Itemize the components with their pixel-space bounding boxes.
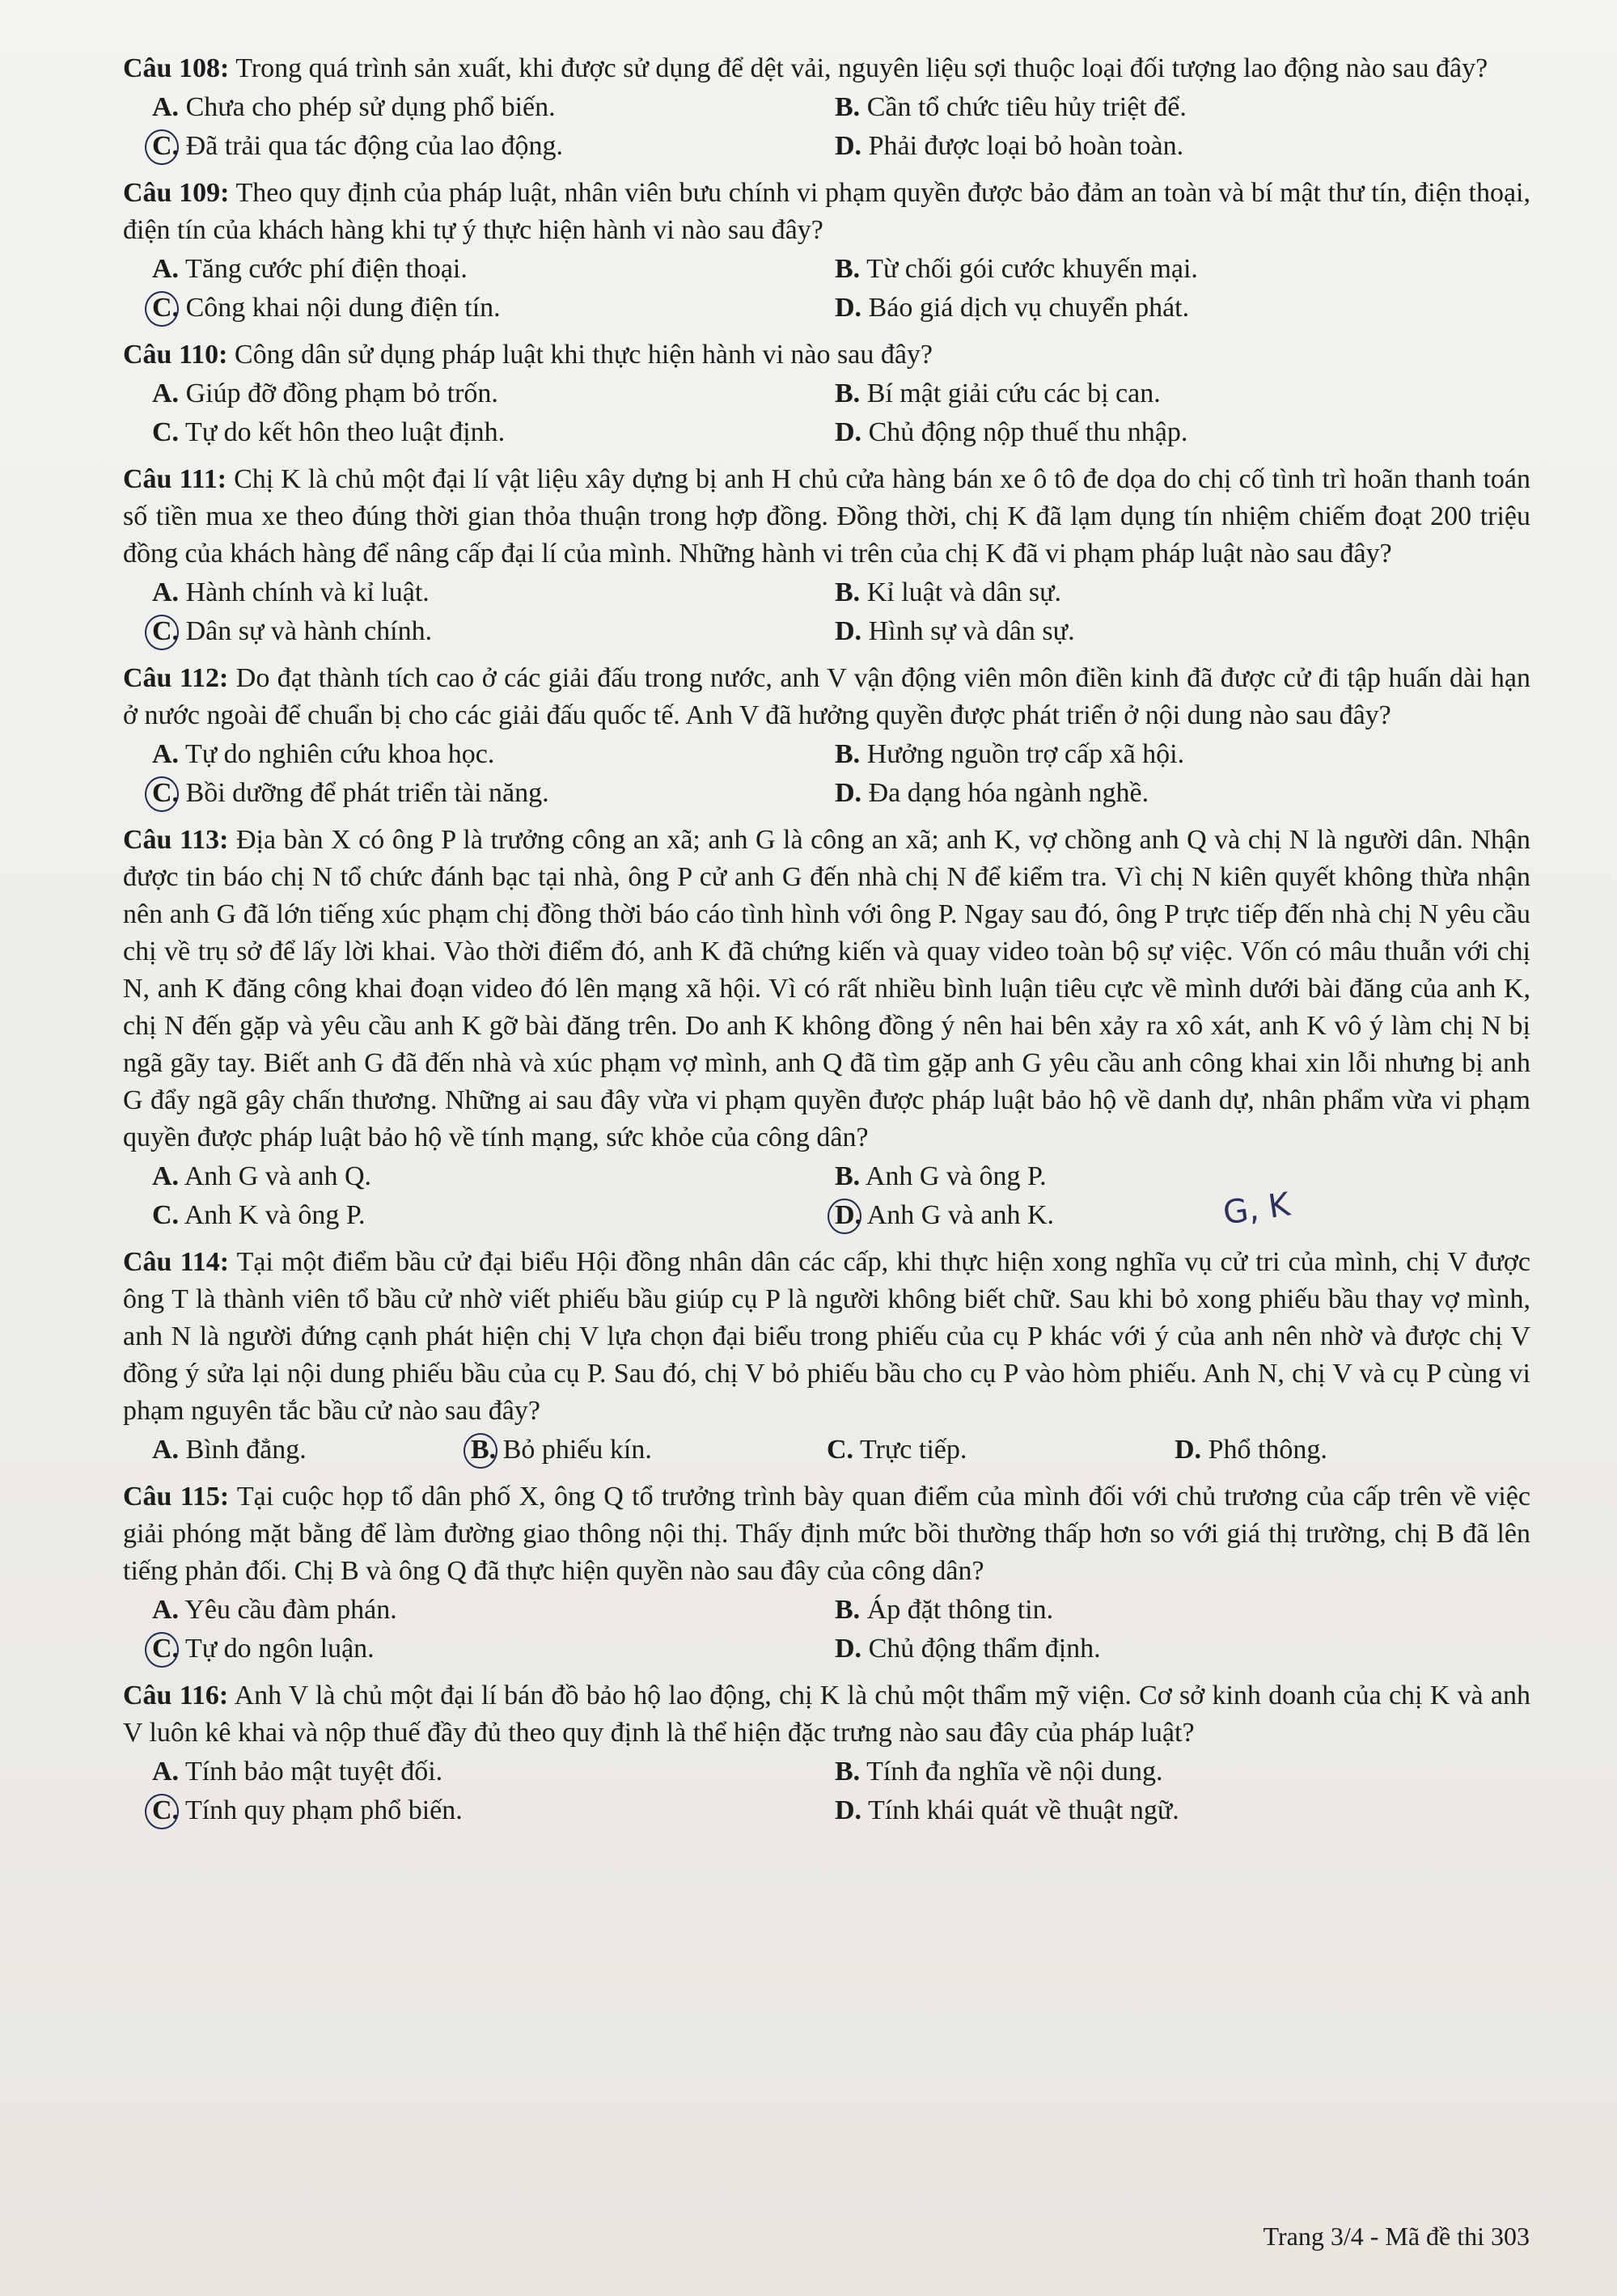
question-list: [123, 50, 1530, 1839]
question-text: Chị K là chủ một đại lí vật liệu xây dựng bị anh H chủ cửa hàng bán xe ô tô đe dọa do chị cố tình trì hoãn thanh toán số tiền mua xe theo đúng thời gian thỏa thuận trong hợp đồng. Đồng thời, chị K đã lạm dụng tín nhiệm chiếm đoạt 200 triệu đồng của khách hàng để nâng cấp đại lí của mình. Những hành vi trên của chị K đã vi phạm pháp luật nào sau đây?: [123, 464, 1530, 569]
question-text: Công dân sử dụng pháp luật khi thực hiện hành vi nào sau đây?: [234, 340, 933, 370]
question-number: Câu 115:: [123, 1482, 230, 1512]
question-112: [123, 660, 1530, 812]
option-a: A. Tăng cước phí điện thoại.: [152, 254, 468, 284]
question-stem: [123, 50, 1530, 87]
option-a: A. Yêu cầu đàm phán.: [152, 1595, 397, 1625]
question-number: Câu 113:: [123, 825, 229, 855]
option-b: B. Tính đa nghĩa về nội dung.: [835, 1757, 1163, 1786]
option-b: B. Từ chối gói cước khuyến mại.: [835, 254, 1198, 284]
question-text: Tại một điểm bầu cử đại biểu Hội đồng nhân dân các cấp, khi thực hiện xong nghĩa vụ cử tri của mình, chị V được ông T là thành viên tổ bầu cử nhờ viết phiếu bầu giúp cụ P là người không biết chữ. Sau khi bỏ xong phiếu bầu thay vợ mình, anh N là người đứng cạnh phát hiện chị V lựa chọn đại biểu trong phiếu của cụ P khác với ý của anh nên nhờ và được chị V đồng ý sửa lại nội dung phiếu bầu của cụ P. Sau đó, chị V bỏ phiếu bầu cho cụ P vào hòm phiếu. Anh N, chị V và cụ P cùng vi phạm nguyên tắc bầu cử nào sau đây?: [123, 1247, 1531, 1426]
option-c-circled: C. Đã trải qua tác động của lao động.: [123, 128, 835, 165]
option-b: B. Bí mật giải cứu các bị can.: [835, 378, 1161, 408]
option-d: D. Đa dạng hóa ngành nghề.: [835, 778, 1149, 808]
answer-options: [123, 251, 1530, 327]
answer-options: [123, 574, 1530, 650]
option-c: C. Anh K và ông P.: [152, 1200, 366, 1230]
question-number: Câu 114:: [123, 1247, 230, 1277]
option-b: B. Hưởng nguồn trợ cấp xã hội.: [835, 739, 1185, 769]
option-c-circled: C. Tự do ngôn luận.: [123, 1630, 835, 1668]
question-108: [123, 50, 1530, 165]
question-number: Câu 112:: [123, 663, 229, 693]
question-109: [123, 175, 1530, 327]
question-114: [123, 1244, 1530, 1469]
question-number: Câu 111:: [123, 464, 227, 494]
option-d: D. Phổ thông.: [1175, 1435, 1327, 1465]
option-a: A. Chưa cho phép sử dụng phổ biến.: [152, 92, 556, 122]
question-text: Trong quá trình sản xuất, khi được sử dụng để dệt vải, nguyên liệu sợi thuộc loại đối tượng lao động nào sau đây?: [235, 53, 1488, 83]
option-a: A. Tự do nghiên cứu khoa học.: [152, 739, 495, 769]
option-a: A. Tính bảo mật tuyệt đối.: [152, 1757, 443, 1786]
question-text: Theo quy định của pháp luật, nhân viên bưu chính vi phạm quyền được bảo đảm an toàn và bí mật thư tín, điện thoại, điện tín của khách hàng khi tự ý thực hiện hành vi nào sau đây?: [123, 178, 1530, 245]
question-stem: [123, 1677, 1530, 1752]
option-c-circled: C. Công khai nội dung điện tín.: [123, 290, 835, 327]
question-stem: [123, 1478, 1530, 1590]
question-stem: [123, 175, 1530, 249]
option-d: D. Chủ động nộp thuế thu nhập.: [835, 417, 1188, 447]
answer-options: [123, 1753, 1530, 1829]
option-d: D. Báo giá dịch vụ chuyển phát.: [835, 293, 1190, 323]
option-b: B. Anh G và ông P.: [835, 1161, 1047, 1191]
question-text: Do đạt thành tích cao ở các giải đấu trong nước, anh V vận động viên môn điền kinh đã được cử đi tập huấn dài hạn ở nước ngoài để chuẩn bị cho các giải đấu quốc tế. Anh V đã hưởng quyền được phát triển ở nội dung nào sau đây?: [123, 663, 1531, 730]
option-a: A. Anh G và anh Q.: [152, 1161, 372, 1191]
question-115: [123, 1478, 1530, 1668]
question-111: [123, 461, 1530, 650]
question-116: [123, 1677, 1530, 1829]
option-d: D. Chủ động thẩm định.: [835, 1634, 1101, 1664]
question-text: Tại cuộc họp tổ dân phố X, ông Q tổ trưởng trình bày quan điểm của mình đối với chủ trương của cấp trên về việc giải phóng mặt bằng để làm đường giao thông nội thị. Thấy định mức bồi thường thấp hơn so với giá thị trường, chị B đã lên tiếng phản đối. Chị B và ông Q đã thực hiện quyền nào sau đây của công dân?: [123, 1482, 1530, 1586]
handwritten-note: G, K: [1221, 1186, 1293, 1233]
option-b: B. Kỉ luật và dân sự.: [835, 577, 1062, 607]
option-c-circled: C. Dân sự và hành chính.: [123, 613, 835, 650]
question-number: Câu 110:: [123, 340, 228, 370]
option-b-circled: B. Bỏ phiếu kín.: [471, 1431, 827, 1469]
option-c: C. Tự do kết hôn theo luật định.: [152, 417, 506, 447]
question-110: [123, 336, 1530, 451]
option-d: D. Tính khái quát về thuật ngữ.: [835, 1795, 1179, 1825]
option-c-circled: C. Bồi dưỡng để phát triển tài năng.: [123, 775, 835, 812]
answer-options: [123, 736, 1530, 812]
answer-options: [123, 89, 1530, 165]
option-b: B. Cần tổ chức tiêu hủy triệt để.: [835, 92, 1187, 122]
question-stem: [123, 822, 1530, 1156]
answer-options: [123, 1592, 1530, 1668]
question-stem: [123, 1244, 1530, 1430]
question-text: Anh V là chủ một đại lí bán đồ bảo hộ lao động, chị K là chủ một thẩm mỹ viện. Cơ sở kinh doanh của chị K và anh V luôn kê khai và nộp thuế đầy đủ theo quy định là thể hiện đặc trưng nào sau đây của pháp luật?: [123, 1681, 1530, 1748]
page-footer: Trang 3/4 - Mã đề thi 303: [1263, 2222, 1530, 2251]
question-number: Câu 108:: [123, 53, 230, 83]
question-113: [123, 822, 1530, 1234]
option-a: A. Bình đẳng.: [152, 1435, 307, 1465]
option-a: A. Hành chính và kỉ luật.: [152, 577, 430, 607]
question-number: Câu 109:: [123, 178, 230, 208]
question-stem: [123, 336, 1530, 374]
option-d: D. Hình sự và dân sự.: [835, 616, 1075, 646]
answer-options: [123, 1158, 1530, 1234]
question-number: Câu 116:: [123, 1681, 229, 1710]
question-text: Địa bàn X có ông P là trưởng công an xã; anh G là công an xã; anh K, vợ chồng anh Q và chị N là người dân. Nhận được tin báo chị N tổ chức đánh bạc tại nhà, ông P cử anh G đến nhà chị N để kiểm tra. Vì chị N kiên quyết không thừa nhận nên anh G đã lớn tiếng xúc phạm chị đồng thời báo cáo tình hình với ông P. Ngay sau đó, ông P trực tiếp đến nhà chị N yêu cầu chị về trụ sở để lấy lời khai. Vào thời điểm đó, anh K đã chứng kiến và quay video toàn bộ sự việc. Vốn có mâu thuẫn với chị N, anh K đăng công khai đoạn video đó lên mạng xã hội. Vì có rất nhiều bình luận tiêu cực về mình dưới bài đăng của anh K, chị N đến gặp và yêu cầu anh K gỡ bài đăng trên. Do anh K không đồng ý nên hai bên xảy ra xô xát, anh K vô ý làm chị N bị ngã gãy tay. Biết anh G đã đến nhà và xúc phạm vợ mình, anh Q đã tìm gặp anh G yêu cầu anh công khai xin lỗi nhưng bị anh G đẩy ngã gây chấn thương. Những ai sau đây vừa vi phạm quyền được pháp luật bảo hộ về danh dự, nhân phẩm vừa vi phạm quyền được pháp luật bảo hộ về tính mạng, sức khỏe của công dân?: [123, 825, 1530, 1152]
question-stem: [123, 461, 1530, 573]
option-d: D. Phải được loại bỏ hoàn toàn.: [835, 131, 1184, 161]
option-b: B. Áp đặt thông tin.: [835, 1595, 1054, 1625]
option-d-circled: D. Anh G và anh K.: [835, 1197, 1530, 1234]
answer-options: [123, 1431, 1530, 1469]
option-a: A. Giúp đỡ đồng phạm bỏ trốn.: [152, 378, 498, 408]
option-c: C. Trực tiếp.: [827, 1435, 967, 1465]
answer-options: [123, 375, 1530, 451]
option-c-circled: C. Tính quy phạm phổ biến.: [123, 1792, 835, 1829]
question-stem: [123, 660, 1530, 734]
